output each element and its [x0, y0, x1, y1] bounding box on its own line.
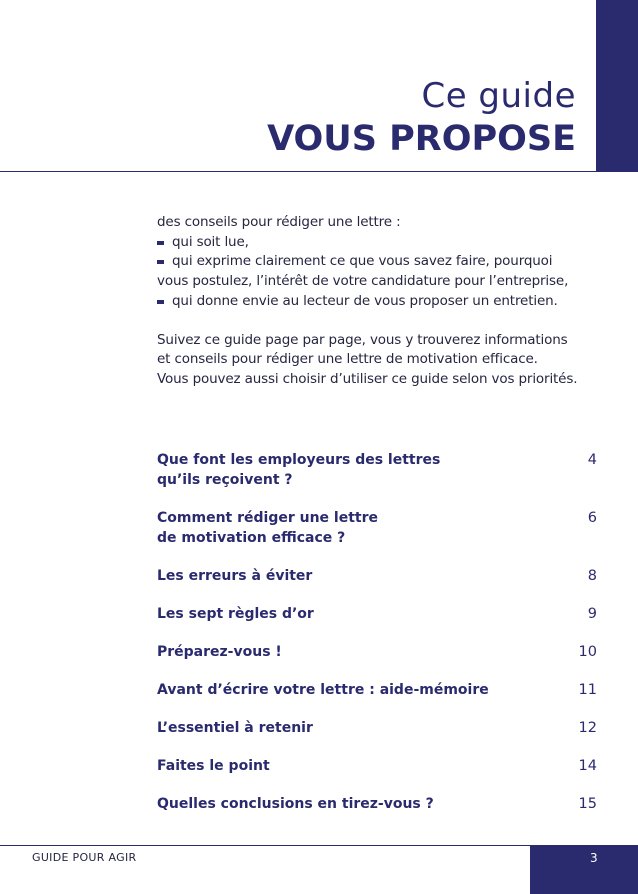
intro-lead: des conseils pour rédiger une lettre :	[157, 214, 401, 230]
toc-item[interactable]	[157, 509, 597, 548]
toc-item-page: 9	[587, 606, 597, 622]
intro-bullet-2-continued: vous postulez, l’intérêt de votre candidature pour l’entreprise,	[157, 273, 569, 290]
toc-item-title: Les sept règles d’or	[157, 606, 314, 622]
toc-item[interactable]	[157, 795, 597, 815]
toc-item-title: Faites le point	[157, 758, 270, 774]
toc-item-title: L’essentiel à retenir	[157, 720, 313, 736]
toc-item-page: 6	[587, 510, 597, 526]
toc-item-page: 15	[578, 796, 597, 812]
toc-item-page: 11	[578, 682, 597, 698]
corner-accent-bar	[596, 0, 638, 172]
toc-item-title: Avant d’écrire votre lettre : aide-mémoire	[157, 682, 489, 698]
intro-bullet-1-text: qui soit lue,	[172, 233, 249, 250]
intro-bullet-1	[157, 233, 597, 253]
toc-item[interactable]	[157, 719, 597, 739]
intro-paragraph-line1: Suivez ce guide page par page, vous y trouverez informations	[157, 331, 568, 348]
page-title-line2: VOUS PROPOSE	[267, 119, 576, 159]
toc-item[interactable]	[157, 643, 597, 663]
intro-bullet-3	[157, 292, 597, 312]
toc-item[interactable]	[157, 605, 597, 625]
page-title-line1: Ce guide	[421, 76, 576, 116]
intro-bullet-2	[157, 252, 597, 272]
footer-page-box	[530, 845, 638, 894]
toc-item-page: 10	[578, 644, 597, 660]
toc-item-title: Que font les employeurs des lettres qu’ils reçoivent ?	[157, 452, 441, 488]
toc-item-title: Quelles conclusions en tirez-vous ?	[157, 796, 434, 812]
footer-page-number: 3	[590, 851, 598, 865]
toc-item-page: 12	[578, 720, 597, 736]
bullet-icon	[157, 241, 164, 245]
toc-item-page: 14	[578, 758, 597, 774]
toc-item[interactable]	[157, 451, 597, 490]
toc-item[interactable]	[157, 757, 597, 777]
bullet-icon	[157, 260, 164, 264]
intro-paragraph-line2: et conseils pour rédiger une lettre de motivation efficace.	[157, 351, 538, 368]
toc-item-page: 4	[587, 452, 597, 468]
intro-text	[157, 213, 597, 390]
bullet-icon	[157, 300, 164, 304]
toc-item-title: Préparez-vous !	[157, 644, 282, 660]
toc-item-page: 8	[587, 568, 597, 584]
toc-item[interactable]	[157, 567, 597, 587]
footer-label: GUIDE POUR AGIR	[32, 851, 137, 864]
intro-paragraph-line3: Vous pouvez aussi choisir d’utiliser ce guide selon vos priorités.	[157, 370, 578, 387]
header-divider	[0, 171, 596, 172]
toc-item[interactable]	[157, 681, 597, 701]
toc-item-title: Comment rédiger une lettre de motivation efficace ?	[157, 510, 378, 546]
intro-bullet-3-text: qui donne envie au lecteur de vous proposer un entretien.	[172, 292, 558, 309]
intro-bullet-2-text: qui exprime clairement ce que vous savez faire, pourquoi	[172, 253, 553, 270]
toc-item-title: Les erreurs à éviter	[157, 568, 313, 584]
footer-divider	[0, 845, 530, 846]
